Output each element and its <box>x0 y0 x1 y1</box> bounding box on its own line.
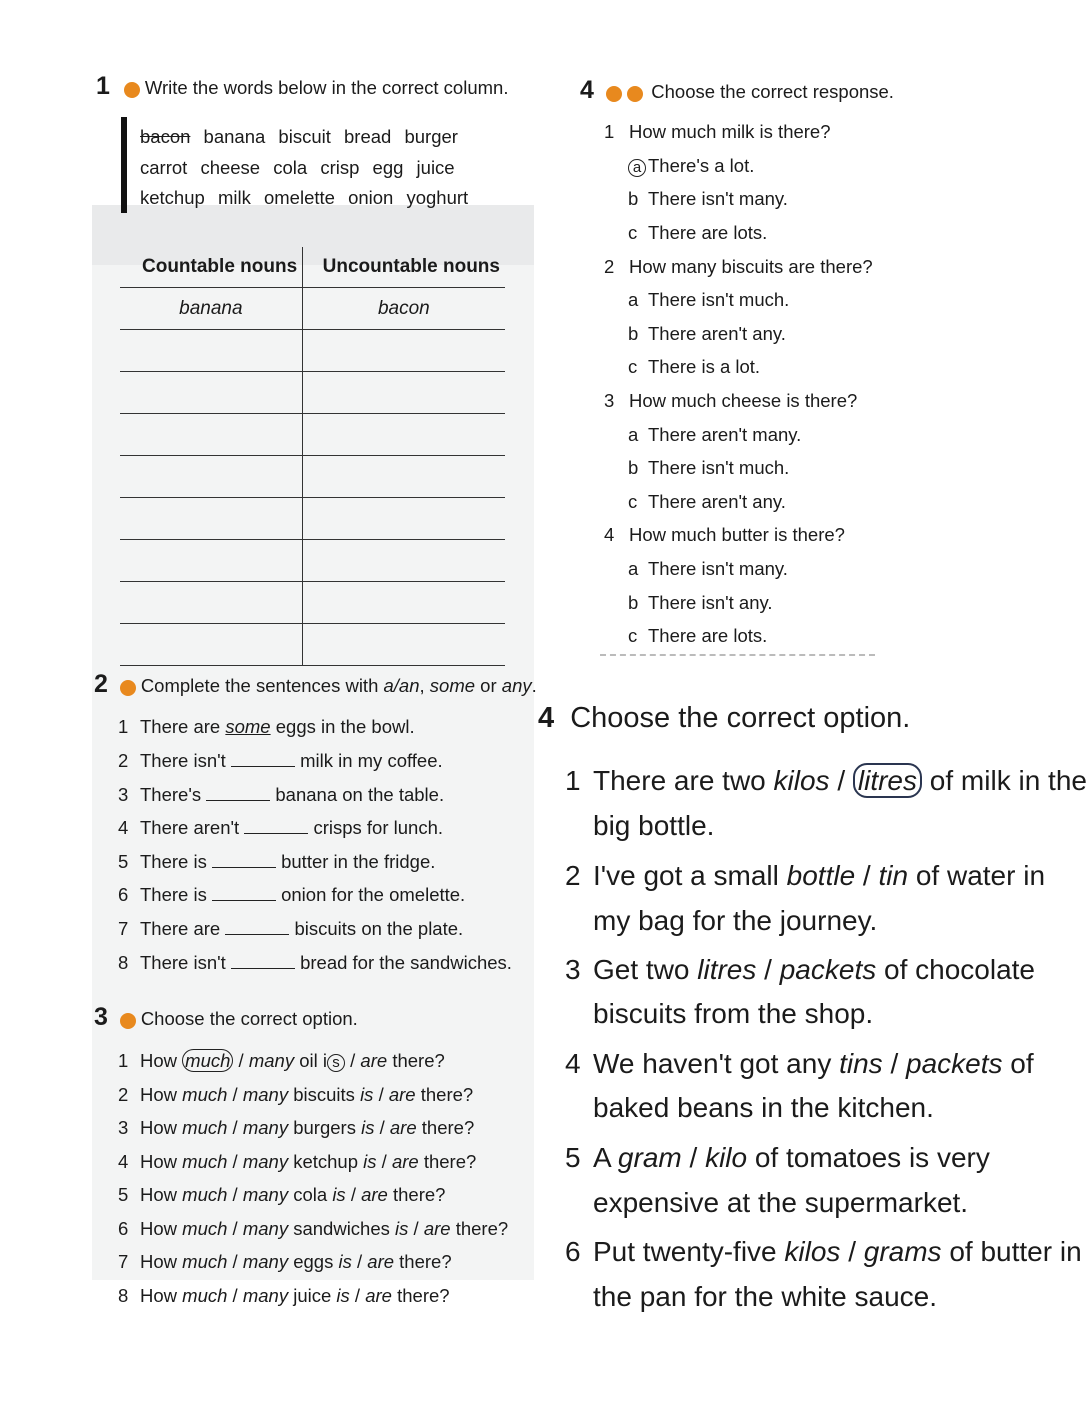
option-tins[interactable]: tins <box>839 1048 883 1079</box>
option-are[interactable]: are <box>365 1285 392 1306</box>
uncountable-cell[interactable] <box>302 456 505 498</box>
option-tin[interactable]: tin <box>878 860 909 891</box>
word: yoghurt <box>406 187 469 208</box>
ex4b-item: 3 Get two litres / packets of chocolate <box>565 954 1036 985</box>
ex4a-option[interactable]: a There isn't many. <box>628 558 788 579</box>
option-much[interactable]: much <box>182 1285 228 1306</box>
ex1-number: 1 <box>96 72 110 100</box>
ex4a-question: 1 How much milk is there? <box>604 121 831 142</box>
option-are[interactable]: are <box>388 1084 416 1105</box>
option-is[interactable]: is <box>361 1117 375 1138</box>
ex4b-item: 6 Put twenty-five kilos / grams of butter in <box>565 1236 1082 1267</box>
option-is[interactable]: is <box>336 1285 350 1306</box>
countable-cell[interactable] <box>120 414 302 456</box>
ex2-number: 2 <box>94 670 108 698</box>
ex4a-question: 3 How much cheese is there? <box>604 390 858 411</box>
option-packets[interactable]: packets <box>779 954 877 985</box>
difficulty-dot-icon <box>120 680 136 696</box>
word: onion <box>348 187 394 208</box>
ex3-header <box>94 1003 358 1032</box>
word: milk <box>217 187 251 208</box>
ex2-item: 2 There isn't milk in my coffee. <box>118 750 443 771</box>
ex2-header <box>94 670 537 699</box>
ex4a-option[interactable]: a There aren't many. <box>628 424 802 445</box>
ex3-title: Choose the correct option. <box>140 1008 358 1029</box>
word: bacon <box>140 126 191 147</box>
answer-field[interactable] <box>212 853 276 868</box>
ex4a-option[interactable]: b There aren't any. <box>628 323 786 344</box>
ex4a-option[interactable]: a There's a lot. <box>628 155 754 177</box>
option-are[interactable]: are <box>361 1184 388 1205</box>
word-box-bar <box>121 117 127 213</box>
option-litres[interactable]: litres <box>853 763 922 798</box>
ex2-item: 7 There are biscuits on the plate. <box>118 918 464 939</box>
uncountable-cell[interactable] <box>302 582 505 624</box>
ex4a-option[interactable]: b There isn't many. <box>628 188 788 209</box>
difficulty-dot-icon <box>627 86 643 102</box>
option-much[interactable]: much <box>182 1117 228 1138</box>
ex4b-item-cont: the pan for the white sauce. <box>593 1281 937 1312</box>
ex2-item: 4 There aren't crisps for lunch. <box>118 817 443 838</box>
option-many[interactable]: many <box>242 1218 289 1239</box>
word: burger <box>404 126 458 147</box>
option-is[interactable]: s <box>327 1054 345 1072</box>
ex4a-title: Choose the correct response. <box>651 81 894 102</box>
countable-cell[interactable] <box>120 330 302 372</box>
answer-field[interactable] <box>231 954 295 969</box>
ex4b-item-cont: baked beans in the kitchen. <box>593 1092 934 1123</box>
ex2-item: 6 There is onion for the omelette. <box>118 884 466 905</box>
ex4b-title: Choose the correct option. <box>570 702 911 734</box>
ex4b-item-cont: my bag for the journey. <box>593 905 878 936</box>
option-is[interactable]: is <box>338 1251 352 1272</box>
divider <box>600 654 875 656</box>
ex4b-item: 5 A gram / kilo of tomatoes is very <box>565 1142 990 1173</box>
option-kilo[interactable]: kilo <box>705 1142 748 1173</box>
ex4a-option[interactable]: c There are lots. <box>628 625 768 646</box>
option-gram[interactable]: gram <box>617 1142 682 1173</box>
word: crisp <box>320 157 360 178</box>
countable-cell[interactable] <box>120 624 302 666</box>
option-much[interactable]: much <box>182 1184 228 1205</box>
option-packets[interactable]: packets <box>906 1048 1003 1079</box>
option-is[interactable]: is <box>332 1184 346 1205</box>
answer-field[interactable] <box>206 786 270 801</box>
word: omelette <box>263 187 335 208</box>
word: cola <box>273 157 308 178</box>
ex3-item: 5 How much / many cola is / are there? <box>118 1184 446 1205</box>
ex3-item: 2 How much / many biscuits is / are there? <box>118 1084 474 1105</box>
uncountable-cell[interactable] <box>302 372 505 414</box>
ex4a-option[interactable]: c There are lots. <box>628 222 768 243</box>
uncountable-header: Uncountable nouns <box>302 247 505 288</box>
word-row-1 <box>140 126 458 148</box>
answer-field[interactable] <box>212 886 276 901</box>
ex2-item: 3 There's banana on the table. <box>118 784 445 805</box>
ex1-title: Write the words below in the correct column. <box>144 77 509 98</box>
ex4a-option[interactable]: b There isn't much. <box>628 457 790 478</box>
option-is[interactable]: is <box>395 1218 409 1239</box>
ex3-item: 6 How much / many sandwiches is / are there? <box>118 1218 509 1239</box>
option-are[interactable]: are <box>360 1050 388 1071</box>
ex1-header <box>96 72 508 101</box>
ex3-item: 7 How much / many eggs is / are there? <box>118 1251 452 1272</box>
nouns-table <box>120 247 505 666</box>
option-much[interactable]: much <box>182 1084 228 1105</box>
word: ketchup <box>140 187 205 208</box>
ex4b-item: 2 I've got a small bottle / tin of water in <box>565 860 1046 891</box>
uncountable-cell[interactable]: bacon <box>302 288 505 330</box>
countable-cell[interactable] <box>120 582 302 624</box>
ex3-number: 3 <box>94 1003 108 1031</box>
countable-header: Countable nouns <box>120 247 302 288</box>
option-many[interactable]: many <box>242 1184 289 1205</box>
option-much[interactable]: much <box>182 1049 233 1072</box>
ex4a-header <box>580 76 894 105</box>
ex4b-item-cont: biscuits from the shop. <box>593 998 874 1029</box>
option-are[interactable]: are <box>367 1251 395 1272</box>
word: cheese <box>200 157 261 178</box>
ex2-item: 8 There isn't bread for the sandwiches. <box>118 952 512 973</box>
countable-cell[interactable] <box>120 456 302 498</box>
answer-field[interactable] <box>231 752 295 767</box>
word: carrot <box>140 157 188 178</box>
difficulty-dot-icon <box>124 82 140 98</box>
uncountable-cell[interactable] <box>302 414 505 456</box>
difficulty-dot-icon <box>120 1013 136 1029</box>
option-many[interactable]: many <box>248 1050 295 1071</box>
ex4a-option[interactable]: c There aren't any. <box>628 491 786 512</box>
difficulty-dot-icon <box>606 86 622 102</box>
option-much[interactable]: much <box>182 1218 228 1239</box>
option-bottle[interactable]: bottle <box>786 860 856 891</box>
uncountable-cell[interactable] <box>302 624 505 666</box>
option-many[interactable]: many <box>242 1117 289 1138</box>
option-is[interactable]: is <box>360 1084 374 1105</box>
option-are[interactable]: are <box>423 1218 451 1239</box>
option-are[interactable]: are <box>389 1117 417 1138</box>
ex4b-item: 4 We haven't got any tins / packets of <box>565 1048 1034 1079</box>
option-many[interactable]: many <box>242 1084 289 1105</box>
ex3-item: 3 How much / many burgers is / are there? <box>118 1117 475 1138</box>
ex4a-number: 4 <box>580 76 594 104</box>
ex4b-item-cont: expensive at the supermarket. <box>593 1187 969 1218</box>
option-grams[interactable]: grams <box>863 1236 942 1267</box>
ex3-item: 1 How much / many oil i s / are there? <box>118 1050 445 1071</box>
word: banana <box>203 126 266 147</box>
ex3-item: 4 How much / many ketchup is / are there? <box>118 1151 477 1172</box>
option-much[interactable]: much <box>182 1251 228 1272</box>
countable-cell[interactable] <box>120 372 302 414</box>
countable-cell[interactable] <box>120 498 302 540</box>
word: egg <box>372 157 404 178</box>
word: juice <box>416 157 455 178</box>
ex4a-option[interactable]: c There is a lot. <box>628 356 761 377</box>
ex4b-number: 4 <box>538 702 555 734</box>
countable-cell[interactable]: banana <box>120 288 302 330</box>
option-kilos[interactable]: kilos <box>773 765 830 796</box>
word-row-2 <box>140 157 455 179</box>
ex4a-option[interactable]: a There isn't much. <box>628 289 790 310</box>
answer-field[interactable] <box>244 819 308 834</box>
selected-answer-icon: a <box>628 159 646 177</box>
uncountable-cell[interactable] <box>302 540 505 582</box>
ex4a-option[interactable]: b There isn't any. <box>628 592 773 613</box>
ex4b-header <box>538 702 910 735</box>
uncountable-cell[interactable] <box>302 330 505 372</box>
word-row-3 <box>140 187 468 209</box>
countable-cell[interactable] <box>120 540 302 582</box>
ex4b-item: 1 There are two kilos / litres of milk in the <box>565 765 1087 796</box>
ex4a-question: 2 How many biscuits are there? <box>604 256 873 277</box>
ex4b-item-cont: big bottle. <box>593 810 715 841</box>
option-many[interactable]: many <box>242 1251 289 1272</box>
option-kilos[interactable]: kilos <box>784 1236 841 1267</box>
option-many[interactable]: many <box>242 1151 289 1172</box>
option-is[interactable]: is <box>363 1151 377 1172</box>
ex2-item: 5 There is butter in the fridge. <box>118 851 436 872</box>
word: biscuit <box>278 126 331 147</box>
ex2-title: Complete the sentences with a/an, some or any. <box>140 675 537 696</box>
option-litres[interactable]: litres <box>697 954 757 985</box>
ex3-item: 8 How much / many juice is / are there? <box>118 1285 450 1306</box>
ex4a-question: 4 How much butter is there? <box>604 524 845 545</box>
word: bread <box>344 126 392 147</box>
option-much[interactable]: much <box>182 1151 228 1172</box>
answer-field[interactable]: some <box>225 716 271 737</box>
option-many[interactable]: many <box>242 1285 289 1306</box>
answer-field[interactable] <box>225 920 289 935</box>
option-are[interactable]: are <box>391 1151 419 1172</box>
uncountable-cell[interactable] <box>302 498 505 540</box>
ex2-item: 1 There are some eggs in the bowl. <box>118 716 415 737</box>
